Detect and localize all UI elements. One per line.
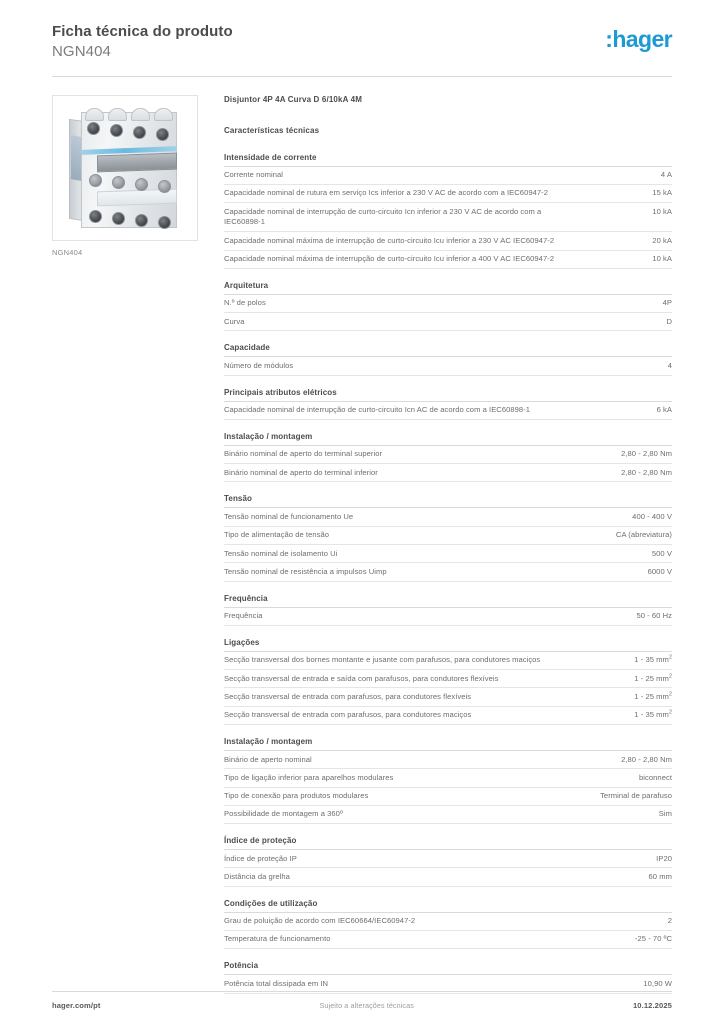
spec-label: Capacidade nominal de interrupção de curto-circuito Icn inferior a 230 V AC de acordo com a IEC60898-1 bbox=[224, 206, 542, 227]
spec-group-heading: Instalação / montagem bbox=[224, 432, 672, 446]
terminal-screw bbox=[87, 122, 100, 135]
spec-row bbox=[224, 913, 672, 931]
spec-value: 1 - 25 $mm^2$ bbox=[634, 691, 672, 701]
spec-group bbox=[224, 594, 672, 626]
spec-label: Tensão nominal de funcionamento Ue bbox=[224, 511, 354, 521]
spec-row bbox=[224, 402, 672, 420]
spec-row bbox=[224, 508, 672, 526]
page-title: Ficha técnica do produto bbox=[52, 23, 233, 40]
product-image-caption: NGN404 bbox=[52, 247, 83, 257]
breaker-label-strip bbox=[71, 135, 81, 181]
spec-label: Corrente nominal bbox=[224, 170, 284, 180]
spec-row bbox=[224, 203, 672, 232]
spec-label: Tipo de ligação inferior para aparelhos modulares bbox=[224, 772, 394, 782]
spec-group bbox=[224, 638, 672, 725]
spec-label: Secção transversal de entrada e saída com parafusos, para condutores flexíveis bbox=[224, 673, 499, 683]
spec-label: Binário de aperto nominal bbox=[224, 754, 312, 764]
spec-label: Tipo de alimentação de tensão bbox=[224, 530, 330, 540]
spec-row bbox=[224, 185, 672, 203]
spec-row bbox=[224, 527, 672, 545]
spec-group bbox=[224, 343, 672, 375]
spec-value: 500 V bbox=[651, 548, 672, 558]
spec-label: Capacidade nominal máxima de interrupção de curto-circuito Icu inferior a 230 V AC IEC60947-2 bbox=[224, 235, 555, 245]
terminal-screw bbox=[156, 128, 169, 141]
spec-value: 50 - 60 Hz bbox=[636, 611, 672, 621]
header-titles bbox=[52, 22, 233, 62]
spec-label: Secção transversal dos bornes montante e jusante com parafusos, para condutores maciços bbox=[224, 655, 541, 665]
spec-value: Sim bbox=[658, 809, 672, 819]
footer-disclaimer: Sujeito a alterações técnicas bbox=[319, 1001, 414, 1010]
spec-group-heading: Índice de proteção bbox=[224, 836, 672, 850]
spec-row bbox=[224, 545, 672, 563]
footer-website-link[interactable]: hager.com/pt bbox=[52, 1001, 101, 1010]
spec-row bbox=[224, 769, 672, 787]
spec-group bbox=[224, 961, 672, 993]
spec-label: Possibilidade de montagem a 360º bbox=[224, 809, 343, 819]
spec-row bbox=[224, 464, 672, 482]
characteristics-title: Características técnicas bbox=[224, 125, 320, 135]
terminal-screw bbox=[112, 176, 125, 189]
terminal-screw bbox=[158, 180, 171, 193]
spec-row bbox=[224, 251, 672, 269]
spec-value: 1 - 35 $mm^2$ bbox=[634, 709, 672, 720]
spec-row bbox=[224, 608, 672, 626]
page-footer bbox=[52, 991, 672, 1010]
spec-value: 2,80 - 2,80 Nm bbox=[621, 449, 672, 459]
spec-row bbox=[224, 707, 672, 725]
footer-date: 10.12.2025 bbox=[632, 1001, 672, 1010]
spec-label: Secção transversal de entrada com parafusos, para condutores maciços bbox=[224, 710, 472, 720]
product-image-frame bbox=[52, 95, 198, 241]
spec-value: 2 bbox=[667, 916, 672, 926]
spec-group-heading: Intensidade de corrente bbox=[224, 153, 672, 167]
product-reference: NGN404 bbox=[52, 42, 111, 60]
spec-value: 10 kA bbox=[652, 254, 672, 263]
spec-label: Capacidade nominal de rutura em serviço Ics inferior a 230 V AC de acordo com a IEC60947-2 bbox=[224, 188, 549, 198]
spec-group bbox=[224, 836, 672, 887]
spec-label: Binário nominal de aperto do terminal superior bbox=[224, 449, 383, 459]
spec-group-heading: Arquitetura bbox=[224, 281, 672, 295]
spec-value: 6000 V bbox=[647, 566, 672, 576]
spec-value: IP20 bbox=[656, 853, 672, 863]
spec-label: Frequência bbox=[224, 611, 263, 621]
spec-value: Terminal de parafuso bbox=[600, 791, 672, 801]
spec-group-heading: Capacidade bbox=[224, 343, 672, 357]
spec-row bbox=[224, 446, 672, 464]
spec-label: Tipo de conexão para produtos modulares bbox=[224, 791, 369, 801]
spec-group bbox=[224, 899, 672, 950]
spec-row bbox=[224, 357, 672, 375]
spec-row bbox=[224, 931, 672, 949]
spec-group bbox=[224, 281, 672, 332]
spec-row bbox=[224, 868, 672, 886]
product-description: Disjuntor 4P 4A Curva D 6/10kA 4M bbox=[224, 94, 363, 104]
spec-row bbox=[224, 806, 672, 824]
spec-value: -25 - 70 ºC bbox=[634, 934, 672, 944]
spec-value: 2,80 - 2,80 Nm bbox=[621, 754, 672, 764]
spec-group-heading: Tensão bbox=[224, 494, 672, 508]
spec-value: 10,90 W bbox=[643, 978, 672, 988]
terminal-screw bbox=[158, 216, 171, 229]
terminal-screw bbox=[133, 126, 146, 139]
spec-value: 2,80 - 2,80 Nm bbox=[621, 467, 672, 477]
spec-row bbox=[224, 232, 672, 250]
spec-label: Tensão nominal de isolamento Ui bbox=[224, 548, 338, 558]
terminal-screw bbox=[89, 174, 102, 187]
spec-label: Tensão nominal de resistência a impulsos Uimp bbox=[224, 566, 387, 576]
spec-row bbox=[224, 167, 672, 185]
spec-row bbox=[224, 652, 672, 670]
spec-group-heading: Condições de utilização bbox=[224, 899, 672, 913]
spec-value: 20 kA bbox=[652, 235, 672, 245]
spec-value: 4P bbox=[662, 298, 672, 308]
spec-label: Índice de proteção IP bbox=[224, 853, 297, 863]
spec-row bbox=[224, 751, 672, 769]
spec-label: Binário nominal de aperto do terminal inferior bbox=[224, 467, 378, 477]
spec-value: D bbox=[666, 316, 672, 326]
spec-value: 1 - 35 $mm^2$ bbox=[634, 654, 672, 665]
spec-value: 10 kA bbox=[652, 206, 672, 216]
spec-row bbox=[224, 563, 672, 581]
spec-value: CA (abreviatura) bbox=[615, 530, 672, 540]
spec-group-heading: Principais atributos elétricos bbox=[224, 388, 672, 402]
spec-label: Secção transversal de entrada com parafusos, para condutores flexíveis bbox=[224, 691, 472, 701]
spec-group bbox=[224, 737, 672, 824]
spec-group-heading: Instalação / montagem bbox=[224, 737, 672, 751]
spec-group-heading: Frequência bbox=[224, 594, 672, 608]
hager-logo: :hager bbox=[605, 26, 672, 52]
spec-group bbox=[224, 388, 672, 420]
breaker-toggle-lever[interactable] bbox=[97, 152, 177, 172]
spec-value: 6 kA bbox=[656, 405, 672, 415]
spec-groups bbox=[224, 153, 672, 994]
circuit-breaker-illustration bbox=[67, 106, 185, 232]
terminal-screw bbox=[89, 210, 102, 223]
spec-value: 1 - 25 $mm^2$ bbox=[634, 673, 672, 683]
spec-row bbox=[224, 788, 672, 806]
spec-label: Temperatura de funcionamento bbox=[224, 934, 331, 944]
specifications-column bbox=[200, 95, 672, 1006]
spec-group-heading: Potência bbox=[224, 961, 672, 975]
terminal-screw bbox=[112, 212, 125, 225]
terminal-screw bbox=[135, 214, 148, 227]
footer-content bbox=[52, 1001, 672, 1010]
spec-label: Potência total dissipada em IN bbox=[224, 978, 329, 988]
spec-row bbox=[224, 670, 672, 688]
spec-value: 400 - 400 V bbox=[632, 511, 672, 521]
spec-label: Grau de poluição de acordo com IEC60664/IEC60947-2 bbox=[224, 916, 416, 926]
spec-group-heading: Ligações bbox=[224, 638, 672, 652]
spec-value: 4 bbox=[667, 360, 672, 370]
spec-value: 15 kA bbox=[652, 188, 672, 198]
spec-value: 60 mm bbox=[648, 871, 672, 881]
spec-row bbox=[224, 313, 672, 331]
spec-group bbox=[224, 153, 672, 269]
spec-group bbox=[224, 494, 672, 581]
spec-value: 4 A bbox=[660, 170, 672, 180]
page-body bbox=[52, 77, 672, 1006]
spec-label: Número de módulos bbox=[224, 360, 294, 370]
spec-row bbox=[224, 295, 672, 313]
spec-label: Curva bbox=[224, 316, 245, 326]
spec-label: Capacidade nominal máxima de interrupção de curto-circuito Icu inferior a 400 V AC IEC60947-2 bbox=[224, 254, 555, 263]
terminal-screw bbox=[110, 124, 123, 137]
product-image-column bbox=[52, 95, 200, 257]
spec-row bbox=[224, 688, 672, 706]
spec-value: biconnect bbox=[639, 772, 672, 782]
footer-divider bbox=[52, 991, 672, 992]
page-header bbox=[52, 0, 672, 62]
spec-row bbox=[224, 850, 672, 868]
spec-label: N.º de polos bbox=[224, 298, 266, 308]
spec-label: Distância da grelha bbox=[224, 871, 290, 881]
terminal-screw bbox=[135, 178, 148, 191]
spec-label: Capacidade nominal de interrupção de curto-circuito Icn AC de acordo com a IEC60898-1 bbox=[224, 405, 531, 415]
spec-group bbox=[224, 432, 672, 483]
